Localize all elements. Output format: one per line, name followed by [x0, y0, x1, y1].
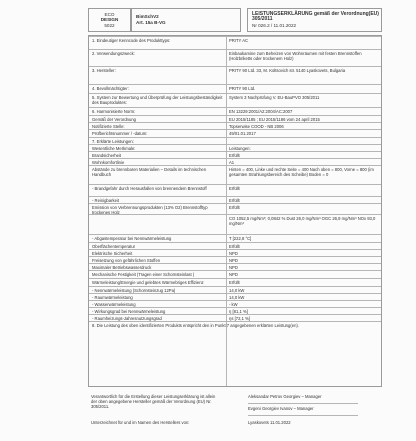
- brand-line3: 5022: [104, 22, 115, 28]
- row-value: NPD: [229, 265, 238, 270]
- row-label: 7. Erklärte Leistungen:: [92, 139, 134, 144]
- row-value: PRITY 90 Ltd.: [229, 86, 256, 91]
- row-label: 3. Hersteller:: [92, 68, 116, 73]
- row-label: - Abgastemperatur bei Nennwärmeleistung: [92, 236, 172, 241]
- document-title: LEISTUNGSERKLÄRUNG gemäß der Verordnung(EU) 305/2011: [252, 10, 379, 23]
- row-value: ηs [72,1 %]: [229, 316, 250, 321]
- row-value: Erfüllt: [229, 153, 240, 158]
- document-subtitle: Nr 026.2 / 11.01.2022: [252, 22, 297, 28]
- table-row: [89, 214, 381, 235]
- footer-responsibility: Verantwortlich für die Erstellung dieser Leistungserklärung ist allein der oben angegebene Hersteller gemäß der Verordnung (EU) Nr. 305/2011.: [91, 394, 216, 409]
- row-value: 14,0 kW: [229, 288, 245, 293]
- table-row: [89, 49, 381, 67]
- row-label: Prüfberichtsnummer / -datum:: [92, 131, 148, 136]
- row-label: 5. System zur Bewertung und Überprüfung der Leistungsbeständigkeit des Bauproduktes:: [92, 95, 223, 105]
- row-label: - Brandgefahr durch Herausfallen von brennendem Brennstoff: [92, 186, 207, 191]
- row-label: - Reinigbarkeit: [92, 198, 119, 203]
- row-value: η [81,1 %]: [229, 309, 248, 314]
- title-box: [247, 8, 382, 32]
- row-label: Emission von Verbrennungsprodukten (13% O2) Brennstofftyp trockenes Holz: [92, 205, 208, 215]
- row-label: 1. Eindeutiger Kenncode des Produkttyps:: [92, 38, 171, 43]
- row-value: CO 1052,5 mg/Nm³; 0,0842 % Dust 26,0 mg/Nm³ OGC 26,9 mg/Nm³ NOx 93,0 mg/Nm³: [229, 216, 376, 226]
- row-value: Einbaukamine zum Beheizen von Wohnräumen mit festen Brennstoffen (Holzbriketts oder trockenem Holz): [229, 51, 362, 61]
- signature-line-2: [248, 415, 358, 416]
- row-label: Maximaler Betriebswasserdruck: [92, 265, 152, 270]
- row-value: Erfüllt: [229, 205, 240, 210]
- row-label: Oberflächentemperatur: [92, 244, 136, 249]
- row-label: Wärmeleistung/Energie und gelebtes Wärmebriges Effizienz: [92, 280, 204, 285]
- row-value: - kW: [229, 302, 238, 307]
- row-label: Gemäß der Verordnung: [92, 117, 136, 122]
- row-value: EN 13229:2001/A2:2004/AC:2007: [229, 109, 293, 114]
- row-value: System 3 Nachprüfung V. EU-BauPVO 305/2011: [229, 95, 320, 100]
- table-row: [89, 66, 381, 85]
- row-label: 8. Die Leistung des oben identifizierten Produkts entspricht den in Punkt 7 angegebenen erklärten Leistung(en).: [92, 323, 299, 328]
- brand-line2: DESIGN: [100, 17, 119, 23]
- row-label: Wohnkomfortlinie: [92, 160, 125, 165]
- row-label: Wesentliche Merkmale:: [92, 146, 136, 151]
- row-label: - Raumheizungs-Jahresnutzungsgrad: [92, 316, 162, 321]
- table-row: [89, 165, 381, 185]
- row-value: T [222,8 °C]: [229, 236, 252, 241]
- row-label: - Nennwärmeleistung (Schornsteinzug 12Pa): [92, 288, 176, 293]
- signature-line-1: [248, 403, 358, 404]
- row-value: NPD: [229, 258, 238, 263]
- declaration-table: [88, 35, 382, 387]
- row-value: A1: [229, 160, 235, 165]
- row-label: Mechanische Festigkeit (Tragen einer Schornsteinlast ): [92, 272, 195, 277]
- row-value: 49/01.01.2017: [229, 131, 256, 136]
- signatory-2: Evgeni Georgiev Ivanov – Manager: [248, 406, 314, 411]
- row-label: 6. Harmonisierte Norm:: [92, 109, 136, 114]
- row-label: - Wirkungsgrad bei Nennwärmeleistung: [92, 309, 166, 314]
- signature-section: [88, 392, 380, 432]
- row-label: Freisetzung von gefährlichen Stoffen: [92, 258, 161, 263]
- table-row: [89, 36, 381, 50]
- row-label: - Wasserwärmeleistung: [92, 302, 136, 307]
- place-date: Lyaskovets 11.01.2022: [248, 420, 291, 425]
- row-value: NPD: [229, 251, 238, 256]
- row-label: Brandsicherheit: [92, 153, 122, 158]
- row-value: PRITY 90 Ltd. 33, M. Koltsovich str. 5140 Lyaskovets, Bulgaria: [229, 68, 346, 73]
- row-value: EU 2015/1185 ; EU 2015/1186 vom 24 april 2015: [229, 117, 320, 122]
- row-value: Erfüllt: [229, 280, 240, 285]
- signatory-1: Aleksandar Petrov Georgiev – Manager: [248, 394, 322, 399]
- row-label: 4. Bevollmächtigter:: [92, 86, 129, 91]
- row-label: Notifizierte Stelle:: [92, 124, 125, 129]
- row-value: Topserwise COOD - NB 2006: [229, 124, 284, 129]
- table-row: [89, 93, 381, 108]
- table-row: [89, 321, 381, 336]
- row-value: Leistungen:: [229, 146, 251, 151]
- row-value: Hinten = 400, Linke und rechte Seite = 400 Nach oben = 800, Vorne = 800 (im gesamten Strahlungsbereich des Scheibe) Boden = 0: [229, 167, 374, 177]
- row-value: NPD: [229, 272, 238, 277]
- row-value: Erfüllt: [229, 186, 240, 191]
- row-value: PRITY AC: [229, 38, 249, 43]
- product-line1: BimSchV2: [136, 14, 159, 20]
- row-label: 2. Verwendungszweck:: [92, 51, 135, 56]
- row-label: Abstände zu brennbaren Materialien – Details im technischen Handbuch: [92, 167, 207, 177]
- row-label: Elektrische Sicherheit: [92, 251, 133, 256]
- row-label: - Raumwärmeleistung: [92, 295, 133, 300]
- eco-design-badge: [88, 8, 131, 32]
- row-value: 14,0 kW: [229, 295, 245, 300]
- product-code-box: [131, 8, 241, 32]
- brand-line1: ECO: [104, 11, 115, 17]
- product-line2: Art. 15a B-VG: [136, 20, 166, 25]
- footer-signed-for: Unterzeichnet für und im Namen des Herstellers von:: [91, 420, 190, 425]
- row-value: Erfüllt: [229, 198, 240, 203]
- row-value: Erfüllt: [229, 244, 240, 249]
